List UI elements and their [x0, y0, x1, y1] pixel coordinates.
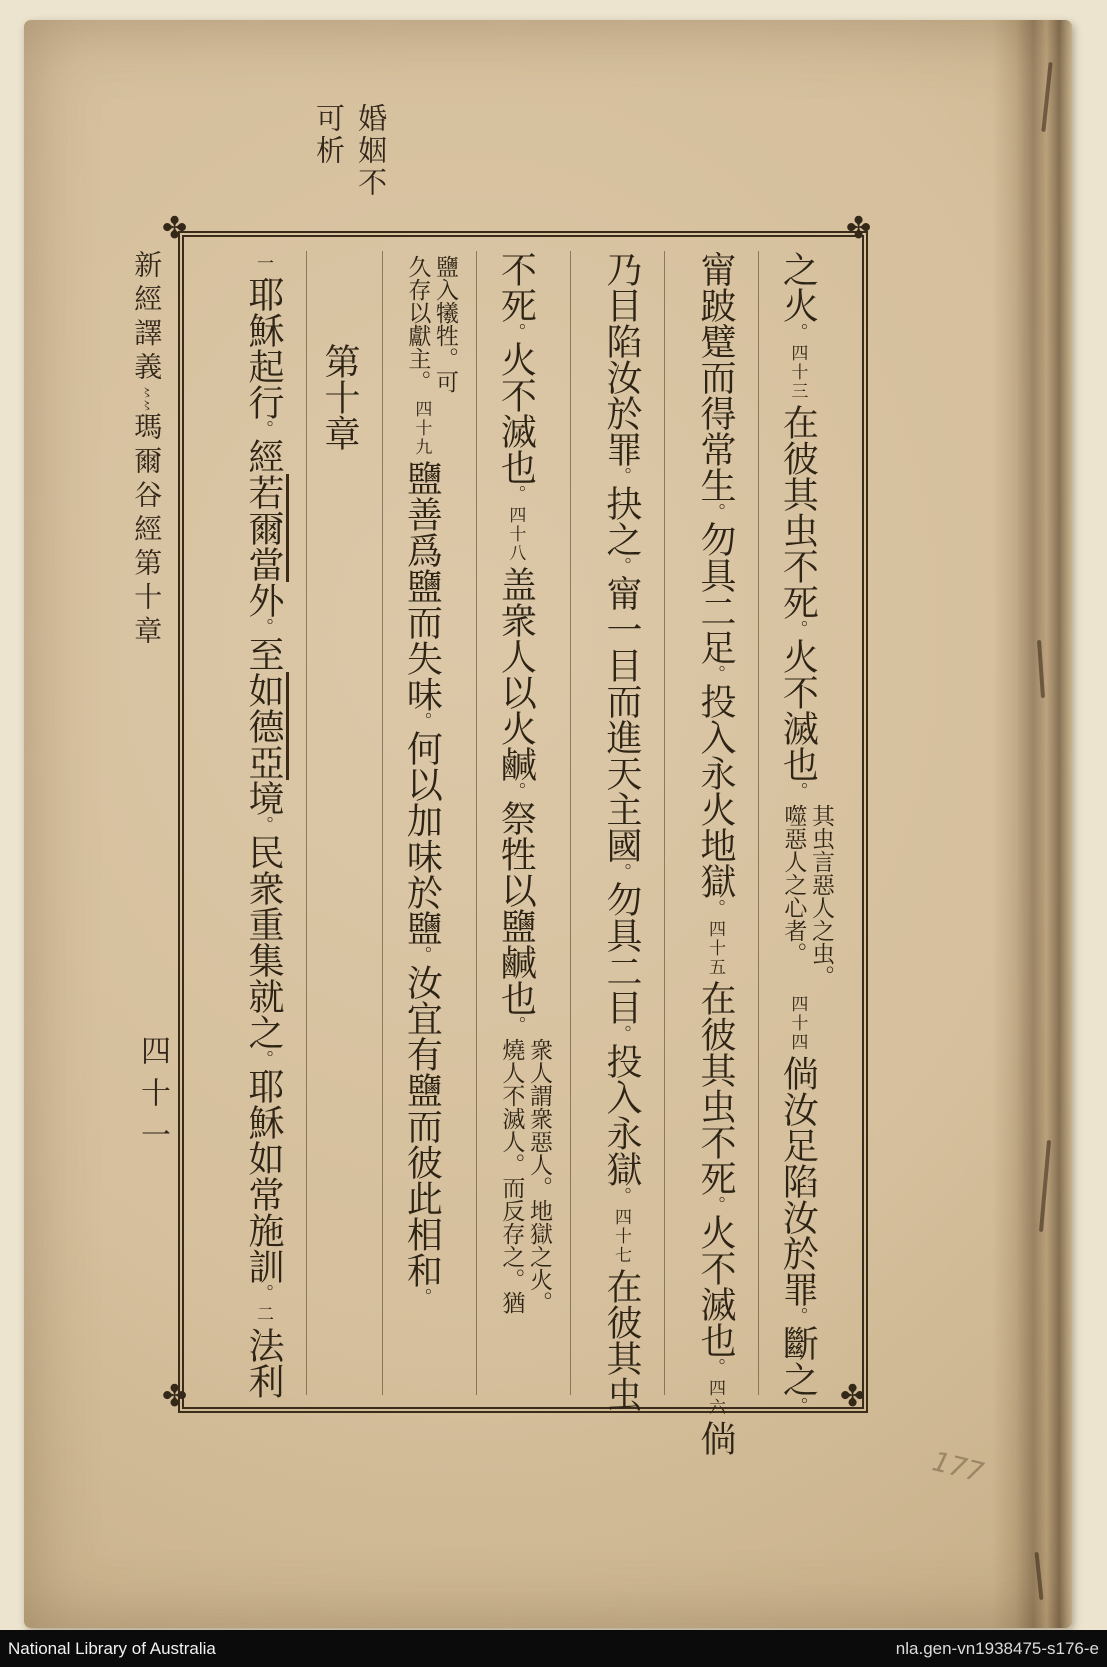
- pencil-annotation: 177: [929, 1446, 987, 1489]
- verse-number-marker: 一: [253, 254, 273, 273]
- corner-ornament-icon: ✤: [162, 1379, 188, 1414]
- verse-text: 在彼其虫: [601, 1268, 642, 1412]
- verse-number-marker: 四十七: [611, 1208, 631, 1265]
- interlinear-note-line: 噬惡人之心者。: [780, 804, 807, 965]
- column-1: [758, 251, 852, 1415]
- running-title-series: 新經譯義: [130, 250, 164, 386]
- image-identifier: nla.gen-vn1938475-s176-e: [895, 1638, 1099, 1658]
- corner-ornament-icon: ✤: [162, 211, 188, 246]
- book-binding-edge: [992, 20, 1072, 1628]
- verse-text: 在彼其虫不死。火不滅也。: [695, 980, 736, 1376]
- verse-number-marker: 四十九: [411, 400, 432, 457]
- proper-noun-text: 若爾當: [243, 474, 289, 582]
- library-credit: National Library of Australia: [8, 1638, 216, 1658]
- punctuation: 。: [505, 485, 527, 503]
- verse-text: 法利: [243, 1327, 284, 1399]
- running-title-book: 瑪爾谷經第十章: [130, 412, 164, 650]
- punctuation: 。: [787, 782, 809, 800]
- punctuation: 。: [611, 467, 632, 485]
- column-5: [382, 251, 476, 1395]
- running-title-marks: 〻〻: [139, 386, 154, 412]
- punctuation: 。: [705, 665, 726, 683]
- text-frame-border: [178, 231, 868, 1456]
- verse-number-marker: 四十五: [705, 920, 725, 977]
- punctuation: 。: [411, 712, 433, 730]
- verse-text: 耶穌起行。經: [243, 276, 284, 474]
- punctuation: 。: [787, 1307, 809, 1325]
- interlinear-note: [497, 1038, 552, 1314]
- interlinear-note: [403, 255, 458, 393]
- verse-text: 倘: [695, 1420, 736, 1456]
- column-4: [476, 251, 570, 1395]
- punctuation: 。: [411, 1288, 433, 1306]
- verse-text: 在彼其虫不死。火不滅也。: [777, 404, 819, 800]
- verse-number-marker: 四六: [705, 1379, 725, 1417]
- verse-text: 甯跛躄而得常生。勿具二足。投入永火地獄。: [695, 251, 736, 917]
- column-chapter-heading: [306, 251, 382, 1395]
- column-3: [570, 251, 664, 1412]
- scripture-text-area: [196, 251, 852, 1456]
- interlinear-note-line: 鹽入犧牲。可: [432, 255, 458, 393]
- verse-number-marker: 四十八: [505, 506, 526, 563]
- verse-text: 外。至: [243, 582, 284, 672]
- verse-text: 倘汝足陷汝於罪。斷之。: [777, 1055, 819, 1415]
- punctuation: 。: [505, 323, 527, 341]
- punctuation: 。: [787, 1397, 809, 1415]
- verse-number-marker: 四十三: [787, 344, 808, 401]
- interlinear-note-line: 燒人不滅人。而反存之。猶: [498, 1038, 525, 1314]
- footer-bar: [0, 1630, 1107, 1667]
- punctuation: 。: [611, 557, 632, 575]
- verse-text: 乃目陷汝於罪。抉之。甯一目而進天主國。勿具二目。投入永獄。: [601, 251, 642, 1205]
- punctuation: 。: [705, 1196, 726, 1214]
- punctuation: 。: [253, 420, 274, 438]
- proper-noun-text: 如德亞: [243, 672, 289, 780]
- verse-text: 第十章: [319, 343, 360, 451]
- verse-text: 之火。: [777, 251, 819, 341]
- punctuation: 。: [411, 946, 433, 964]
- punctuation: 。: [705, 899, 726, 917]
- punctuation: 。: [253, 618, 274, 636]
- punctuation: 。: [787, 323, 809, 341]
- column-2: [664, 251, 758, 1456]
- punctuation: 。: [611, 1025, 632, 1043]
- verse-text: 境。民衆重集就之。耶穌如常施訓。: [243, 780, 284, 1302]
- punctuation: 。: [253, 816, 274, 834]
- verse-number-marker: 二: [253, 1305, 273, 1324]
- interlinear-note-line: 衆人謂衆惡人。地獄之火。: [526, 1038, 552, 1314]
- column-7: [212, 251, 306, 1399]
- interlinear-note: [779, 804, 834, 988]
- folio-page-number: 四十一: [135, 1035, 170, 1161]
- punctuation: 。: [253, 1050, 274, 1068]
- punctuation: 。: [787, 620, 809, 638]
- marginal-annotation: 婚姻不可析: [312, 103, 389, 199]
- running-title: [130, 250, 162, 650]
- corner-ornament-icon: ✤: [846, 211, 872, 246]
- punctuation: 。: [705, 1358, 726, 1376]
- interlinear-note-line: 其虫言惡人之虫。: [808, 804, 834, 988]
- punctuation: 。: [505, 782, 527, 800]
- interlinear-note-line: 久存以獻主。: [404, 255, 431, 393]
- verse-text: 盖衆人以火鹹。祭牲以鹽鹹也。: [495, 566, 537, 1034]
- punctuation: 。: [253, 1284, 274, 1302]
- punctuation: 。: [611, 863, 632, 881]
- verse-text: 不死。火不滅也。: [495, 251, 537, 503]
- punctuation: 。: [611, 1187, 632, 1205]
- verse-number-marker: 四十四: [787, 995, 808, 1052]
- punctuation: 。: [705, 503, 726, 521]
- verse-text: 鹽善爲鹽而失味。何以加味於鹽。汝宜有鹽而彼此相和。: [401, 460, 443, 1306]
- corner-ornament-icon: ✤: [840, 1379, 866, 1414]
- punctuation: 。: [505, 1016, 527, 1034]
